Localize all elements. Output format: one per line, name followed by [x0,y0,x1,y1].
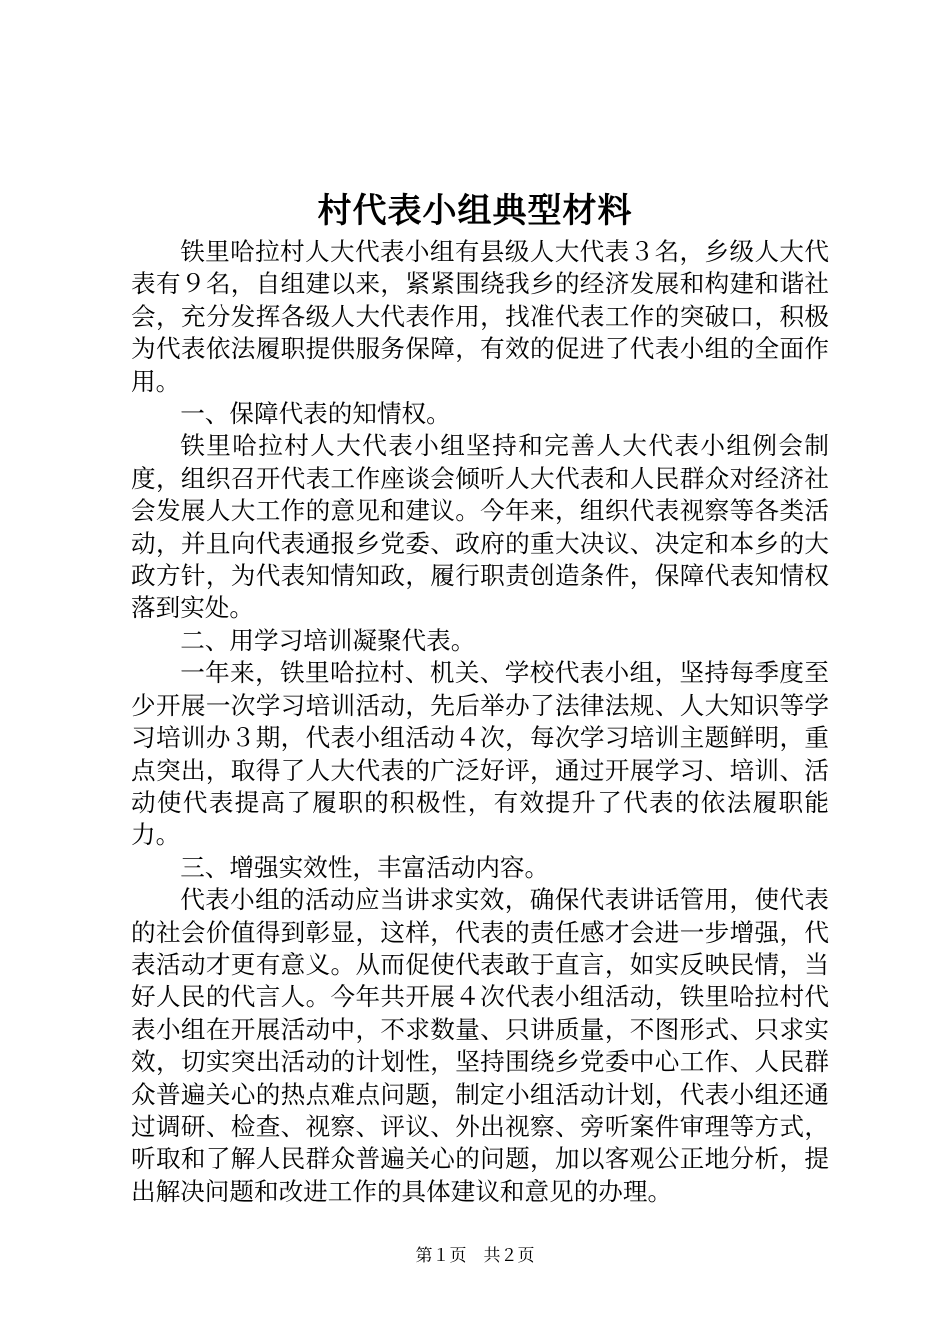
section-paragraph-1: 铁里哈拉村人大代表小组坚持和完善人大代表小组例会制度，组织召开代表工作座谈会倾听人大代表和人民群众对经济社会发展人大工作的意见和建议。今年来，组织代表视察等各类活动，并且向代表通报乡党委、政府的重大决议、决定和本乡的大政方针，为代表知情知政，履行职责创造条件，保障代表知情权落到实处。 [131,431,829,623]
section-heading-3: 三、增强实效性，丰富活动内容。 [180,852,550,882]
intro-paragraph: 铁里哈拉村人大代表小组有县级人大代表３名，乡级人大代表有９名，自组建以来，紧紧围绕我乡的经济发展和构建和谐社会，充分发挥各级人大代表作用，找准代表工作的突破口，积极为代表依法履职提供服务保障，有效的促进了代表小组的全面作用。 [131,237,829,396]
section-paragraph-2: 一年来，铁里哈拉村、机关、学校代表小组，坚持每季度至少开展一次学习培训活动，先后举办了法律法规、人大知识等学习培训办３期，代表小组活动４次，每次学习培训主题鲜明，重点突出，取得了人大代表的广泛好评，通过开展学习、培训、活动使代表提高了履职的积极性，有效提升了代表的依法履职能力。 [131,658,829,850]
document-title: 村代表小组典型材料 [317,191,633,231]
document-body [131,236,829,1208]
section-paragraph-3: 代表小组的活动应当讲求实效，确保代表讲话管用，使代表的社会价值得到彰显，这样，代表的责任感才会进一步增强，代表活动才更有意义。从而促使代表敢于直言，如实反映民情，当好人民的代言人。今年共开展４次代表小组活动，铁里哈拉村代表小组在开展活动中，不求数量、只讲质量，不图形式、只求实效，切实突出活动的计划性，坚持围绕乡党委中心工作、人民群众普遍关心的热点难点问题，制定小组活动计划，代表小组还通过调研、检查、视察、评议、外出视察、旁听案件审理等方式，听取和了解人民群众普遍关心的问题，加以客观公正地分析，提出解决问题和改进工作的具体建议和意见的办理。 [131,885,829,1206]
section-heading-1: 一、保障代表的知情权。 [180,399,451,429]
page-footer: 第１页 共２页 [415,1246,535,1266]
section-heading-2: 二、用学习培训凝聚代表。 [180,625,476,655]
